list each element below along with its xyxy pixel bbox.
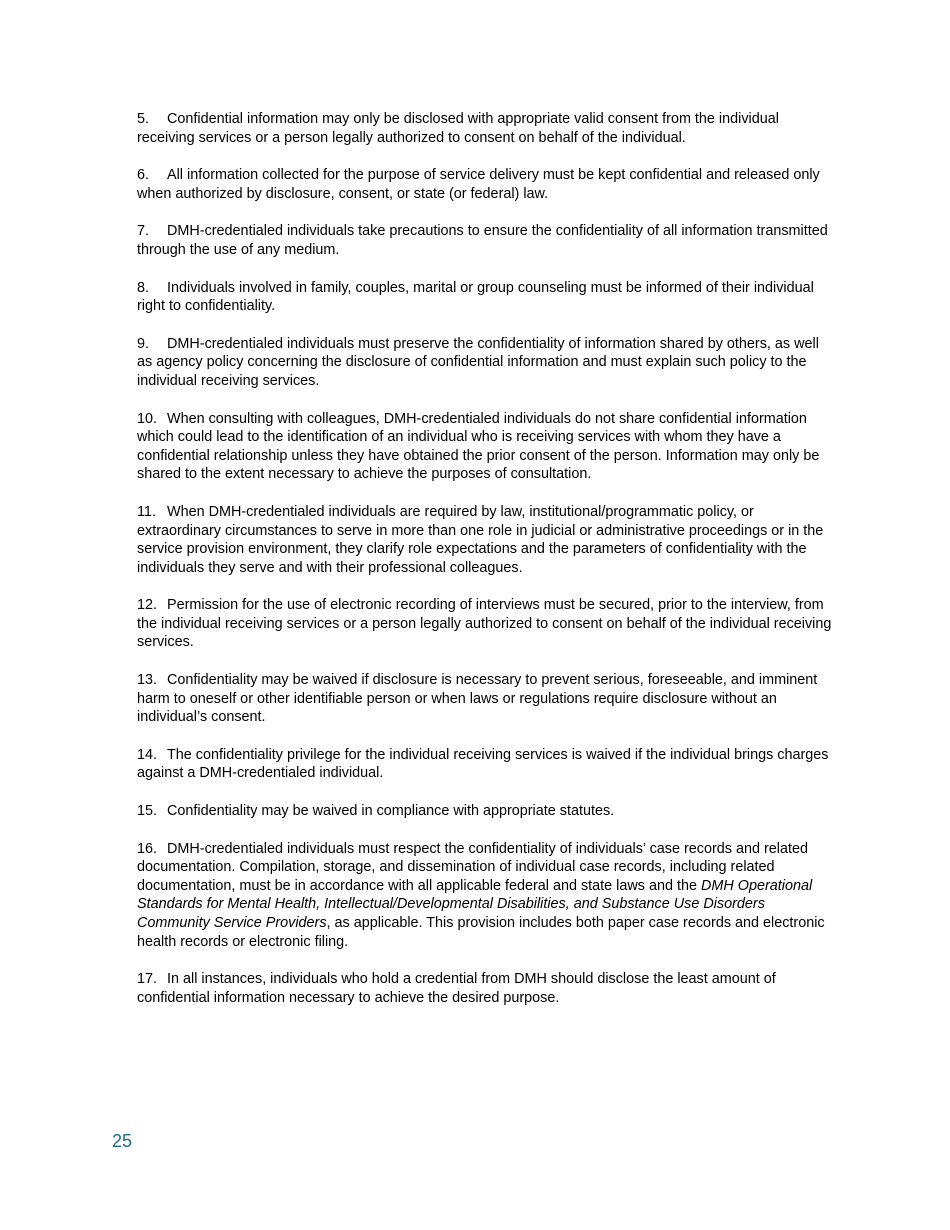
item-text-italic: DMH Operational Standards for Mental Health, Intellectual/Developmental Disabilities, and Substance Use Disorders Community Service Providers — [137, 877, 813, 931]
item-number: 17. — [137, 971, 158, 988]
page-number: 25 — [112, 1131, 133, 1151]
list-item-15 — [137, 802, 837, 821]
list-item-7 — [137, 222, 837, 259]
list-item-8 — [137, 279, 837, 316]
item-number: 8. — [137, 279, 150, 296]
list-item-9 — [137, 335, 837, 391]
list-item-5 — [137, 110, 837, 147]
item-text: DMH-credentialed individuals must respect the confidentiality of individuals’ case records and related documentation. Compilation, storage, and dissemination of individual case records, including related documentation, must be in accordance with all applicable federal and state laws and the — [137, 840, 808, 894]
item-number: 7. — [137, 223, 150, 240]
list-item-6 — [137, 166, 837, 203]
item-text: Permission for the use of electronic recording of interviews must be secured, prior to the interview, from the individual receiving services or a person legally authorized to consent on behalf of the individual receiving services. — [137, 597, 832, 651]
item-number: 9. — [137, 335, 150, 352]
item-text: Confidential information may only be disclosed with appropriate valid consent from the individual receiving services or a person legally authorized to consent on behalf of the individual. — [137, 111, 779, 146]
item-text: When DMH-credentialed individuals are required by law, institutional/programmatic policy, or extraordinary circumstances to serve in more than one role in judicial or administrative proceedings or in the service provision environment, they clarify role expectations and the parameters of confidentiality with the individuals they serve and with their professional colleagues. — [137, 503, 824, 576]
list-item-14 — [137, 746, 837, 783]
item-text: When consulting with colleagues, DMH-credentialed individuals do not share confidential information which could lead to the identification of an individual who is receiving services with whom they have a confidential relationship unless they have obtained the prior consent of the person. Information may only be shared to the extent necessary to achieve the purposes of consultation. — [137, 410, 820, 483]
item-text: All information collected for the purpose of service delivery must be kept confidential and released only when authorized by disclosure, consent, or state (or federal) law. — [137, 167, 820, 202]
item-text: DMH-credentialed individuals must preserve the confidentiality of information shared by others, as well as agency policy concerning the disclosure of confidential information and must explain such policy to the individual receiving services. — [137, 335, 819, 389]
item-number: 14. — [137, 746, 158, 763]
list-item-12 — [137, 596, 837, 652]
list-item-16 — [137, 840, 837, 952]
list-item-13 — [137, 671, 837, 727]
item-text: Individuals involved in family, couples, marital or group counseling must be informed of their individual right to confidentiality. — [137, 279, 814, 315]
item-number: 6. — [137, 167, 150, 184]
item-text: Confidentiality may be waived in compliance with appropriate statutes. — [167, 803, 615, 820]
item-text: In all instances, individuals who hold a credential from DMH should disclose the least amount of confidential information necessary to achieve the desired purpose. — [137, 971, 776, 1006]
document-body — [137, 110, 837, 1026]
list-item-17 — [137, 970, 837, 1007]
list-item-11 — [137, 503, 837, 577]
list-item-10 — [137, 410, 837, 484]
item-text: DMH-credentialed individuals take precautions to ensure the confidentiality of all information transmitted through the use of any medium. — [137, 223, 828, 258]
item-number: 11. — [137, 503, 156, 520]
item-text: The confidentiality privilege for the individual receiving services is waived if the individual brings charges against a DMH-credentialed individual. — [137, 746, 829, 782]
item-number: 15. — [137, 803, 158, 820]
item-number: 13. — [137, 672, 158, 689]
item-number: 12. — [137, 597, 158, 614]
item-number: 5. — [137, 111, 150, 127]
item-text: Confidentiality may be waived if disclosure is necessary to prevent serious, foreseeable, and imminent harm to oneself or other identifiable person or when laws or regulations require disclosure without an individual’s consent. — [137, 672, 818, 726]
item-number: 16. — [137, 840, 158, 857]
item-number: 10. — [137, 410, 158, 427]
item-text-after: , as applicable. This provision includes both paper case records and electronic health records or electronic filing. — [137, 915, 825, 950]
